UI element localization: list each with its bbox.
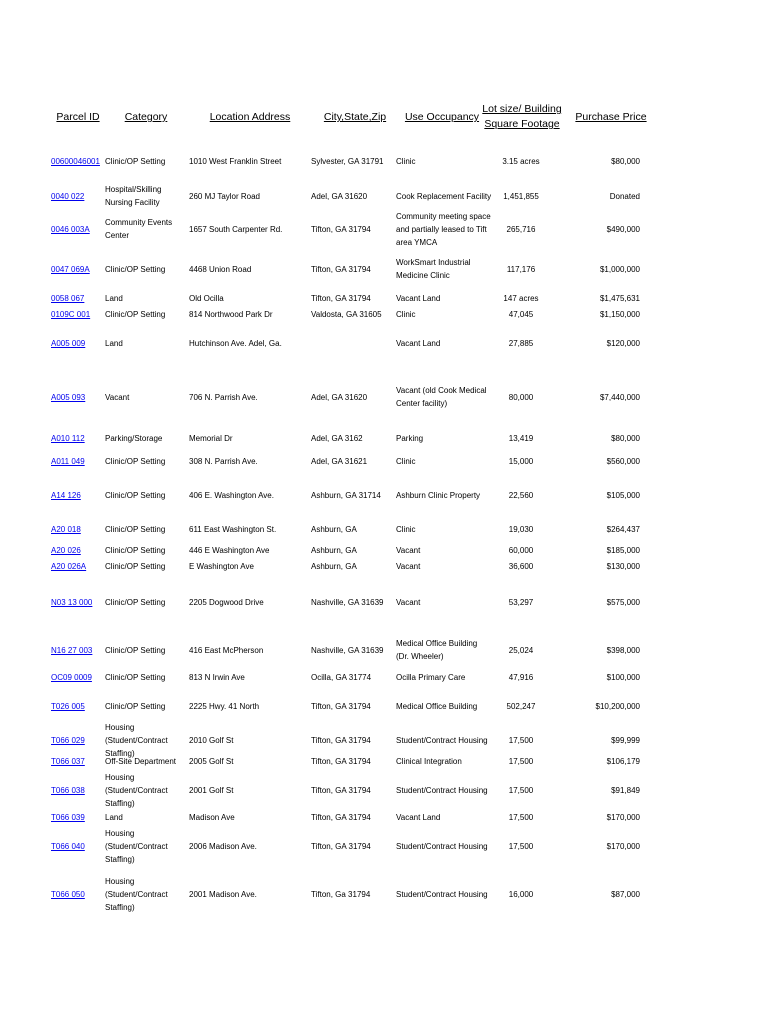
lot-size-cell: 53,297 [508,597,534,607]
lot-size-cell: 16,000 [508,889,534,899]
parcel-id-link[interactable]: 0040 022 [51,191,85,201]
category-cell: Land [105,812,123,822]
purchase-price-cell: $10,200,000 [595,701,640,711]
category-cell: Community Events Center [105,218,173,240]
address-cell: Hutchinson Ave. Adel, Ga. [189,338,282,348]
lot-size-cell: 47,916 [508,672,534,682]
address-cell: 2001 Madison Ave. [189,889,257,899]
purchase-price-cell: $130,000 [606,561,640,571]
use-occupancy-cell: Vacant Land [396,338,441,348]
parcel-id-link[interactable]: A005 093 [51,392,86,402]
city-cell: Tifton, GA 31794 [311,785,371,795]
city-cell: Tifton, GA 31794 [311,701,371,711]
address-cell: 1010 West Franklin Street [189,156,282,166]
address-cell: 406 E. Washington Ave. [189,490,274,500]
use-occupancy-cell: Student/Contract Housing [396,735,488,745]
parcel-id-link[interactable]: T066 038 [51,785,85,795]
category-cell: Clinic/OP Setting [105,309,166,319]
purchase-price-cell: $1,150,000 [599,309,640,319]
category-cell: Land [105,338,123,348]
address-cell: Old Ocilla [189,293,224,303]
use-occupancy-cell: Cook Replacement Facility [396,191,492,201]
category-cell: Housing (Student/Contract Staffing) [105,772,168,808]
city-cell: Tifton, Ga 31794 [311,889,371,899]
address-cell: 814 Northwood Park Dr [189,309,273,319]
category-cell: Clinic/OP Setting [105,597,166,607]
use-occupancy-cell: Clinical Integration [396,756,462,766]
city-cell: Nashville, GA 31639 [311,597,384,607]
parcel-id-link[interactable]: A14 126 [51,490,81,500]
parcel-id-link[interactable]: 0058 067 [51,293,85,303]
parcel-id-link[interactable]: T066 039 [51,812,85,822]
city-cell: Tifton, GA 31794 [311,224,371,234]
parcel-id-link[interactable]: T066 037 [51,756,85,766]
address-cell: 308 N. Parrish Ave. [189,456,258,466]
parcel-id-link[interactable]: OC09 0009 [51,672,92,682]
parcel-id-link[interactable]: 0046 003A [51,224,90,234]
header-lot-size-line1: Lot size/ Building [482,103,562,115]
use-occupancy-cell: Vacant Land [396,812,441,822]
address-cell: 813 N Irwin Ave [189,672,245,682]
address-cell: 4468 Union Road [189,264,252,274]
header-parcel-id: Parcel ID [56,111,100,123]
city-cell: Adel, GA 3162 [311,433,363,443]
purchase-price-cell: $560,000 [606,456,640,466]
purchase-price-cell: $170,000 [606,841,640,851]
purchase-price-cell: Donated [609,191,640,201]
purchase-price-cell: $490,000 [606,224,640,234]
category-cell: Clinic/OP Setting [105,524,166,534]
category-cell: Clinic/OP Setting [105,561,166,571]
purchase-price-cell: $1,475,631 [599,293,640,303]
use-occupancy-cell: Clinic [396,456,416,466]
category-cell: Hospital/Skilling Nursing Facility [105,185,162,207]
address-cell: 2005 Golf St [189,756,234,766]
parcel-id-link[interactable]: T026 005 [51,701,85,711]
address-cell: 706 N. Parrish Ave. [189,392,258,402]
address-cell: 611 East Washington St. [189,524,277,534]
city-cell: Tifton, GA 31794 [311,812,371,822]
address-cell: 260 MJ Taylor Road [189,191,260,201]
address-cell: 2001 Golf St [189,785,234,795]
purchase-price-cell: $185,000 [606,545,640,555]
use-occupancy-cell: Medical Office Building (Dr. Wheeler) [396,639,478,661]
address-cell: E Washington Ave [189,561,254,571]
city-cell: Ashburn, GA [311,524,357,534]
use-occupancy-cell: Clinic [396,156,416,166]
parcel-id-link[interactable]: A005 009 [51,338,86,348]
use-occupancy-cell: Parking [396,433,424,443]
purchase-price-cell: $99,999 [611,735,640,745]
lot-size-cell: 265,716 [506,224,536,234]
lot-size-cell: 80,000 [508,392,534,402]
lot-size-cell: 47,045 [508,309,534,319]
category-cell: Housing (Student/Contract Staffing) [105,828,168,864]
city-cell: Ashburn, GA [311,545,357,555]
purchase-price-cell: $1,000,000 [599,264,640,274]
lot-size-cell: 19,030 [508,524,534,534]
use-occupancy-cell: Vacant Land [396,293,441,303]
category-cell: Parking/Storage [105,433,163,443]
parcel-id-link[interactable]: A011 049 [51,456,85,466]
use-occupancy-cell: Ashburn Clinic Property [396,490,481,500]
lot-size-cell: 36,600 [508,561,534,571]
category-cell: Clinic/OP Setting [105,701,166,711]
purchase-price-cell: $80,000 [611,433,640,443]
header-city-state-zip: City,State,Zip [323,111,387,123]
lot-size-cell: 502,247 [506,701,536,711]
parcel-id-link[interactable]: A20 018 [51,524,81,534]
lot-size-cell: 17,500 [508,812,534,822]
use-occupancy-cell: Student/Contract Housing [396,889,488,899]
parcel-id-link[interactable]: T066 029 [51,735,85,745]
category-cell: Clinic/OP Setting [105,264,166,274]
purchase-price-cell: $105,000 [606,490,640,500]
use-occupancy-cell: Vacant [396,545,421,555]
category-cell: Clinic/OP Setting [105,545,166,555]
parcel-id-link[interactable]: T066 050 [51,889,85,899]
use-occupancy-cell: Vacant [396,597,421,607]
parcel-id-link[interactable]: N03 13 000 [51,597,93,607]
purchase-price-cell: $264,437 [606,524,640,534]
category-cell: Vacant [105,392,130,402]
address-cell: 2225 Hwy. 41 North [189,701,260,711]
category-cell: Clinic/OP Setting [105,156,166,166]
parcel-id-link[interactable]: A010 112 [51,433,85,443]
category-cell: Housing (Student/Contract Staffing) [105,722,168,758]
city-cell: Adel, GA 31621 [311,456,368,466]
purchase-price-cell: $398,000 [606,645,640,655]
purchase-price-cell: $87,000 [611,889,640,899]
parcel-id-link[interactable]: A20 026A [51,561,87,571]
city-cell: Tifton, GA 31794 [311,264,371,274]
address-cell: 2006 Madison Ave. [189,841,257,851]
city-cell: Tifton, GA 31794 [311,293,371,303]
use-occupancy-cell: Clinic [396,524,416,534]
use-occupancy-cell: Vacant [396,561,421,571]
lot-size-cell: 147 acres [503,293,539,303]
category-cell: Clinic/OP Setting [105,490,166,500]
address-cell: 1657 South Carpenter Rd. [189,224,283,234]
parcel-id-link[interactable]: 0047 069A [51,264,90,274]
use-occupancy-cell: Vacant (old Cook Medical Center facility) [396,386,487,408]
city-cell: Nashville, GA 31639 [311,645,384,655]
category-cell: Clinic/OP Setting [105,645,166,655]
parcel-id-link[interactable]: A20 026 [51,545,81,555]
lot-size-cell: 25,024 [508,645,534,655]
use-occupancy-cell: Community meeting space and partially leased to Tift area YMCA [396,211,491,247]
purchase-price-cell: $106,179 [606,756,640,766]
purchase-price-cell: $120,000 [606,338,640,348]
city-cell: Valdosta, GA 31605 [311,309,382,319]
purchase-price-cell: $91,849 [611,785,640,795]
header-location-address: Location Address [209,111,291,123]
lot-size-cell: 3.15 acres [502,156,540,166]
category-cell: Off-Site Department [105,756,176,766]
use-occupancy-cell: Student/Contract Housing [396,785,488,795]
purchase-price-cell: $100,000 [606,672,640,682]
city-cell: Tifton, GA 31794 [311,756,371,766]
address-cell: 2205 Dogwood Drive [189,597,264,607]
address-cell: Madison Ave [189,812,235,822]
city-cell: Ocilla, GA 31774 [311,672,372,682]
header-purchase-price: Purchase Price [575,111,647,123]
header-lot-size-line2: Square Footage [484,118,560,130]
use-occupancy-cell: Clinic [396,309,416,319]
category-cell: Clinic/OP Setting [105,456,166,466]
lot-size-cell: 27,885 [508,338,534,348]
city-cell: Adel, GA 31620 [311,392,368,402]
purchase-price-cell: $575,000 [606,597,640,607]
lot-size-cell: 15,000 [508,456,534,466]
lot-size-cell: 60,000 [508,545,534,555]
address-cell: Memorial Dr [189,433,233,443]
lot-size-cell: 17,500 [508,785,534,795]
parcel-id-link[interactable]: 0109C 001 [51,309,91,319]
lot-size-cell: 22,560 [508,490,534,500]
use-occupancy-cell: Ocilla Primary Care [396,672,466,682]
use-occupancy-cell: Medical Office Building [396,701,478,711]
city-cell: Tifton, GA 31794 [311,841,371,851]
purchase-price-cell: $170,000 [606,812,640,822]
address-cell: 446 E Washington Ave [189,545,270,555]
use-occupancy-cell: Student/Contract Housing [396,841,488,851]
city-cell: Sylvester, GA 31791 [311,156,384,166]
parcel-id-link[interactable]: 00600046001 [51,156,100,166]
purchase-price-cell: $7,440,000 [599,392,640,402]
city-cell: Ashburn, GA 31714 [311,490,381,500]
lot-size-cell: 117,176 [506,264,536,274]
city-cell: Tifton, GA 31794 [311,735,371,745]
lot-size-cell: 17,500 [508,756,534,766]
purchase-price-cell: $80,000 [611,156,640,166]
category-cell: Land [105,293,123,303]
city-cell: Adel, GA 31620 [311,191,368,201]
lot-size-cell: 17,500 [508,841,534,851]
header-use-occupancy: Use Occupancy [404,111,480,123]
lot-size-cell: 1,451,855 [503,191,539,201]
parcel-id-link[interactable]: N16 27 003 [51,645,93,655]
lot-size-cell: 13,419 [508,433,534,443]
category-cell: Clinic/OP Setting [105,672,166,682]
address-cell: 2010 Golf St [189,735,234,745]
header-category: Category [124,111,168,123]
header-lot-size [482,102,562,132]
lot-size-cell: 17,500 [508,735,534,745]
category-cell: Housing (Student/Contract Staffing) [105,876,168,912]
address-cell: 416 East McPherson [189,645,264,655]
parcel-id-link[interactable]: T066 040 [51,841,85,851]
use-occupancy-cell: WorkSmart Industrial Medicine Clinic [396,258,471,280]
city-cell: Ashburn, GA [311,561,357,571]
